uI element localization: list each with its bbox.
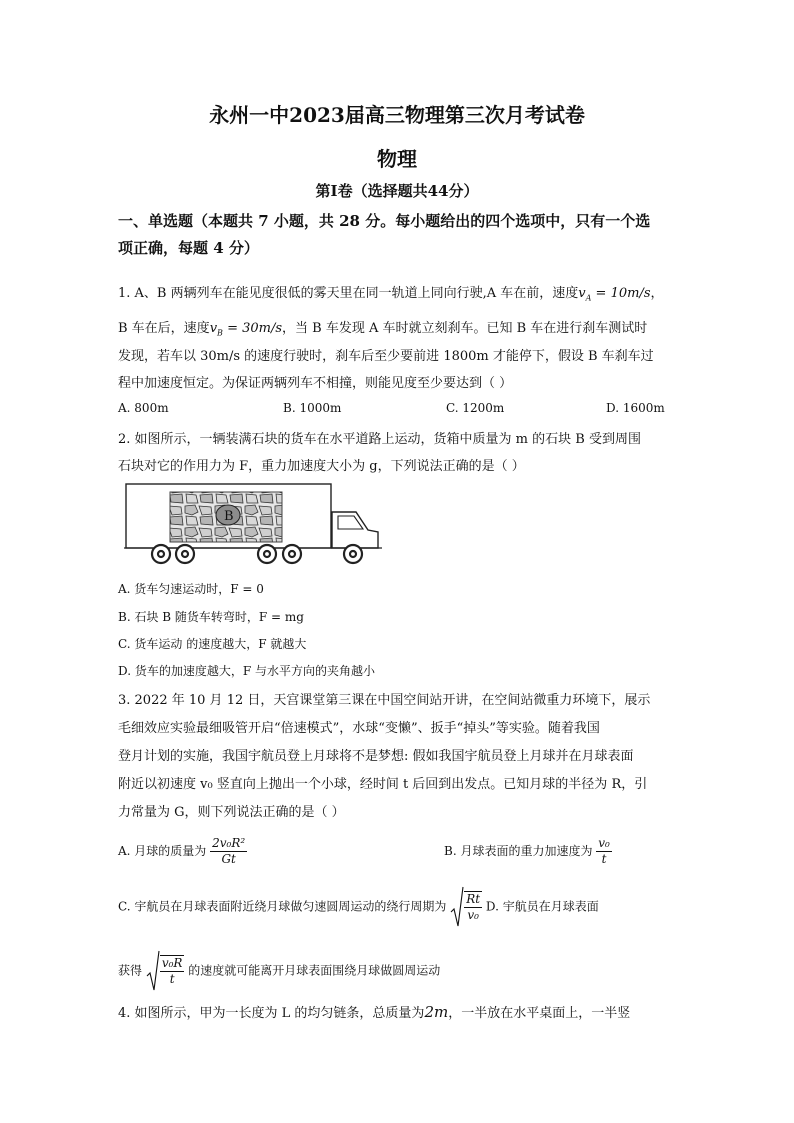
q2-option-b: B. 石块 B 随货车转弯时，F = mg bbox=[118, 610, 304, 624]
q3-option-b-fraction: $\frac{\text{v₀}}{t}$ bbox=[598, 836, 610, 866]
q1-va-symbol: $v_A$ bbox=[578, 286, 592, 303]
q4-mass: 2m bbox=[424, 1003, 449, 1021]
q4-line1: 4. 如图所示，甲为一长度为 L 的均匀链条，总质量为2m，一半放在水平桌面上，一半竖 bbox=[118, 1003, 631, 1021]
q1-option-a: A. 800m bbox=[118, 401, 169, 415]
q1-option-b: B. 1000m bbox=[283, 401, 342, 415]
q1-vb-symbol: $v_B$ bbox=[209, 321, 223, 338]
q3-line1: 3. 2022 年 10 月 12 日，天宫课堂第三课在中国空间站开讲，在空间站微重力环境下，展示 bbox=[118, 693, 651, 708]
q2-line1: 2. 如图所示，一辆装满石块的货车在水平道路上运动，货箱中质量为 m 的石块 B 受到周围 bbox=[118, 432, 641, 447]
q3-line3: 登月计划的实施，我国宇航员登上月球将不是梦想: 假如我国宇航员登上月球并在月球表面 bbox=[118, 749, 634, 764]
q1-va-value: = 10m/s bbox=[591, 286, 651, 301]
volume-heading: 第I卷（选择题共44分） bbox=[315, 182, 479, 200]
section-heading-line2: 项正确，每题 4 分） bbox=[118, 239, 259, 257]
q3-option-a: A. 月球的质量为 $\frac{\text{2v₀R²}}{Gt}$ bbox=[118, 836, 246, 866]
q1-option-d: D. 1600m bbox=[606, 401, 665, 415]
q3-option-d-start: D. 宇航员在月球表面 bbox=[485, 899, 599, 914]
q1-option-c: C. 1200m bbox=[446, 401, 505, 415]
q3-option-c: C. 宇航员在月球表面附近绕月球做匀速圆周运动的绕行周期为 $\frac{Rt}{\text{v₀}}$ D. 宇航员在月球表面 bbox=[118, 886, 599, 928]
q2-option-a: A. 货车匀速运动时，F = 0 bbox=[118, 582, 264, 596]
section-heading bbox=[118, 208, 678, 262]
exam-title: 永州一中2023届高三物理第三次月考试卷 bbox=[209, 103, 585, 127]
q2-line2: 石块对它的作用力为 F，重力加速度大小为 g，下列说法正确的是（ ） bbox=[118, 459, 525, 474]
q3-line5: 力常量为 G，则下列说法正确的是（ ） bbox=[118, 805, 345, 820]
q1-line3: 发现，若车以 30m/s 的速度行驶时，刹车后至少要前进 1800m 才能停下，假设 B 车刹车过 bbox=[118, 349, 654, 364]
q1-line4: 程中加速度恒定。为保证两辆列车不相撞，则能见度至少要达到（ ） bbox=[118, 376, 513, 391]
q3-line4: 附近以初速度 v₀ 竖直向上抛出一个小球，经时间 t 后回到出发点。已知月球的半径为 R，引 bbox=[118, 777, 648, 792]
sqrt-symbol bbox=[450, 886, 464, 928]
q2-option-d: D. 货车的加速度越大，F 与水平方向的夹角越小 bbox=[118, 664, 375, 678]
q3-option-c-fraction: $\frac{Rt}{\text{v₀}}$ bbox=[466, 892, 481, 922]
q3-option-a-fraction: $\frac{\text{2v₀R²}}{Gt}$ bbox=[212, 836, 246, 866]
exam-subject: 物理 bbox=[377, 147, 417, 171]
q3-line2: 毛细效应实验最细吸管开启“倍速模式”，水球“变懒”、扳手“掉头”等实验。随着我国 bbox=[118, 721, 600, 736]
q1-vb-value: = 30m/s bbox=[222, 321, 283, 336]
sqrt-symbol bbox=[146, 950, 160, 992]
q1-line2: B 车在后，速度$v_B = 30m/s$，当 B 车发现 A 车时就立刻刹车。已知 B 车在进行刹车测试时 bbox=[118, 321, 648, 338]
q3-option-b: B. 月球表面的重力加速度为 $\frac{\text{v₀}}{t}$ bbox=[444, 836, 610, 866]
q3-option-d-cont: 获得 $\frac{\text{v₀R}}{t}$ 的速度就可能离开月球表面围绕月球做圆周运动 bbox=[118, 950, 440, 992]
truck-figure bbox=[124, 482, 384, 566]
q2-option-c: C. 货车运动 的速度越大，F 就越大 bbox=[118, 637, 307, 651]
q1-line1: 1. A、B 两辆列车在能见度很低的雾天里在同一轨道上同向行驶,A 车在前，速度$v_A = 10m/s$， bbox=[118, 286, 664, 303]
stone-b-label: B bbox=[224, 509, 234, 524]
q3-option-d-fraction: $\frac{\text{v₀R}}{t}$ bbox=[161, 956, 183, 986]
section-heading-line1: 一、单选题（本题共 7 小题，共 28 分。每小题给出的四个选项中，只有一个选 bbox=[118, 212, 651, 230]
